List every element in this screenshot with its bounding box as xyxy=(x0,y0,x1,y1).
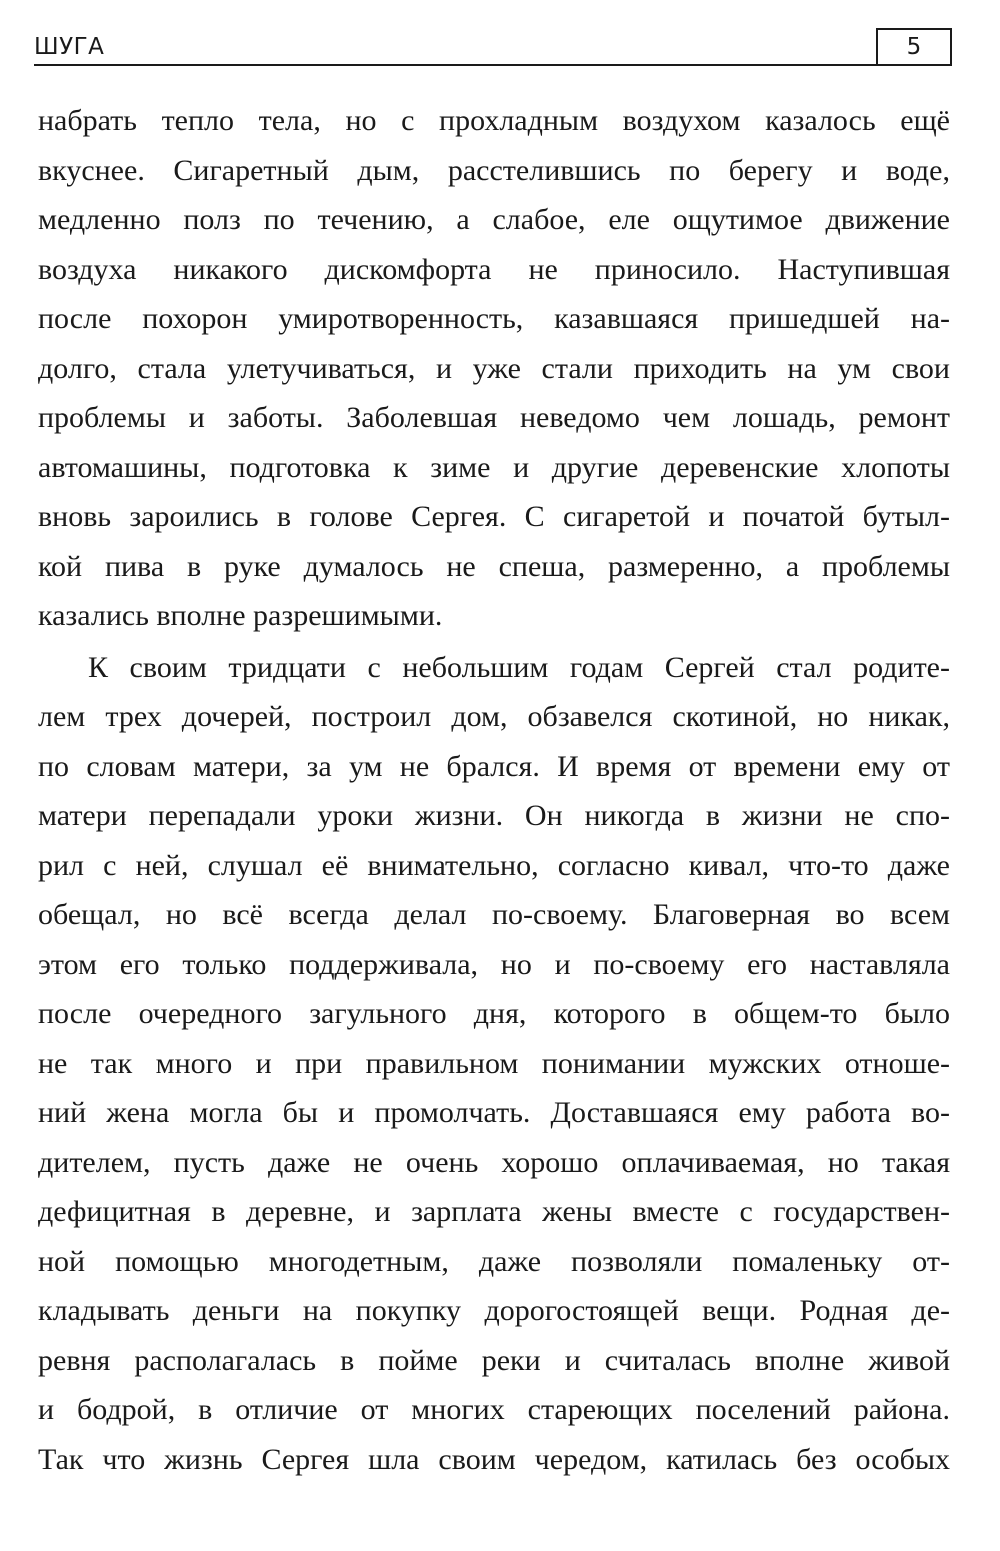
text-line: и бодрой, в отличие от многих стареющих поселений района. xyxy=(38,1393,950,1426)
text-line: матери перепадали уроки жизни. Он никогда в жизни не спо- xyxy=(38,799,950,832)
running-head xyxy=(34,26,952,70)
text-line: медленно полз по течению, а слабое, еле ощутимое движение xyxy=(38,203,950,236)
text-line: этом его только поддерживала, но и по-своему его наставляла xyxy=(38,947,950,981)
text-line: после похорон умиротворенность, казавшаяся пришедшей на- xyxy=(38,302,950,335)
text-line: казались вполне разрешимыми. xyxy=(38,599,443,632)
text-line: после очередного загульного дня, которого в общем-то было xyxy=(38,997,950,1030)
text-line: дефицитная в деревне, и зарплата жены вместе с государствен- xyxy=(38,1195,950,1228)
book-title: ШУГА xyxy=(34,34,105,60)
text-line: набрать тепло тела, но с прохладным воздухом казалось ещё xyxy=(38,104,950,137)
text-line: по словам матери, за ум не брался. И время от времени ему от xyxy=(38,749,950,783)
text-line: лем трех дочерей, построил дом, обзавелся скотиной, но никак, xyxy=(38,700,950,733)
text-line: ний жена могла бы и промолчать. Доставшаяся ему работа во- xyxy=(38,1096,950,1129)
header-rule xyxy=(34,64,952,66)
text-line: кладывать деньги на покупку дорогостоящей вещи. Родная де- xyxy=(38,1294,950,1327)
text-line: кой пива в руке думалось не спеша, размеренно, а проблемы xyxy=(38,549,950,583)
text-line: автомашины, подготовка к зиме и другие деревенские хлопоты xyxy=(38,450,950,484)
text-line: обещал, но всё всегда делал по-своему. Благоверная во всем xyxy=(38,898,950,931)
text-line: Так что жизнь Сергея шла своим чередом, катилась без особых xyxy=(38,1442,950,1476)
text-line: ревня располагалась в пойме реки и считалась вполне живой xyxy=(38,1343,950,1377)
text-line: вновь зароились в голове Сергея. С сигаретой и початой бутыл- xyxy=(38,500,950,533)
text-line: проблемы и заботы. Заболевшая неведомо чем лошадь, ремонт xyxy=(38,401,950,434)
page-number: 5 xyxy=(876,28,952,64)
text-line: рил с ней, слушал её внимательно, согласно кивал, что-то даже xyxy=(38,848,950,882)
text-line: К своим тридцати с небольшим годам Сергей стал родите- xyxy=(88,650,950,684)
text-line: ной помощью многодетным, даже позволяли помаленьку от- xyxy=(38,1244,950,1278)
body-text xyxy=(38,96,950,1484)
text-line: долго, стала улетучиваться, и уже стали приходить на ум свои xyxy=(38,351,950,385)
text-line: вкуснее. Сигаретный дым, расстелившись по берегу и воде, xyxy=(38,153,950,187)
text-line: дителем, пусть даже не очень хорошо оплачиваемая, но такая xyxy=(38,1145,950,1179)
text-line: воздуха никакого дискомфорта не приносило. Наступившая xyxy=(38,252,950,286)
text-line: не так много и при правильном понимании мужских отноше- xyxy=(38,1046,950,1080)
